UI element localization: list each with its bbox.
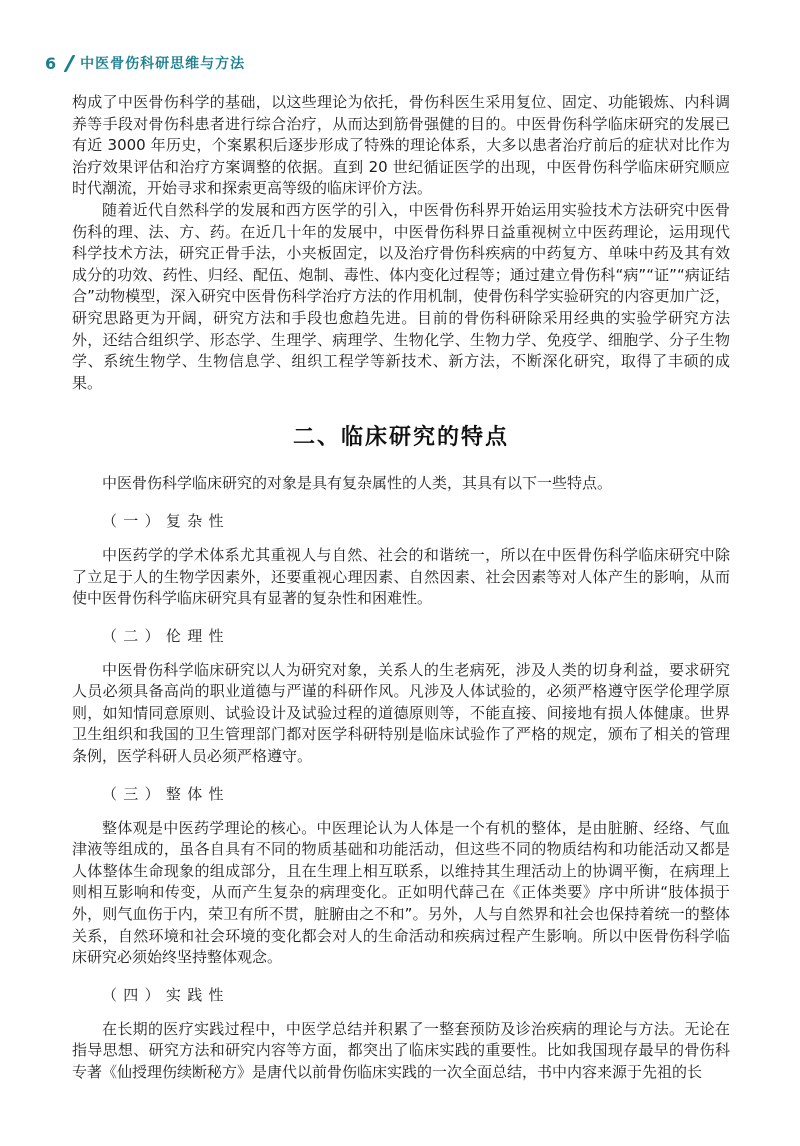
paragraph: 随着近代自然科学的发展和西方医学的引入，中医骨伤科界开始运用实验技术方法研究中医骨伤科的理、法、方、药。在近几十年的发展中，中医骨伤科界日益重视树立中医药理论，运用现代科学技术方法，研究正骨手法，小夹板固定，以及治疗骨伤科疾病的中药复方、单味中药及其有效成分的功效、药性、归经、配伍、炮制、毒性、体内变化过程等；通过建立骨伤科“病”“证”“病证结合”动物模型，深入研究中医骨伤科学治疗方法的作用机制，使骨伤科学实验研究的内容更加广泛，研究思路更为开阔，研究方法和手段也愈趋先进。目前的骨伤科研除采用经典的实验学研究方法外，还结合组织学、形态学、生理学、病理学、生物化学、生物力学、免疫学、细胞学、分子生物学、系统生物学、生物信息学、组织工程学等新技术、新方法，不断深化研究，取得了丰硕的成果。 <box>72 200 730 392</box>
paragraph: 中医骨伤科学临床研究以人为研究对象，关系人的生老病死，涉及人类的切身利益，要求研究人员必须具备高尚的职业道德与严谨的科研作风。凡涉及人体试验的，必须严格遵守医学伦理学原则，如知情同意原则、试验设计及试验过程的道德原则等，不能直接、间接地有损人体健康。世界卫生组织和我国的卫生管理部门都对医学科研特别是临床试验作了严格的规定，颁布了相关的管理条例，医学科研人员必须严格遵守。 <box>72 660 730 766</box>
page-header <box>45 52 730 74</box>
subsection-title-holism: （三）整体性 <box>102 784 230 803</box>
subsection-title-complexity: （一）复杂性 <box>102 511 230 530</box>
paragraph: 在长期的医疗实践过程中，中医学总结并积累了一整套预防及诊治疾病的理论与方法。无论在指导思想、研究方法和研究内容等方面，都突出了临床实践的重要性。比如我国现存最早的骨伤科专著《仙授理伤续断秘方》是唐代以前骨伤临床实践的一次全面总结，书中内容来源于先祖的长 <box>72 1019 730 1081</box>
subsection-title-practice: （四）实践性 <box>102 985 230 1004</box>
paragraph: 构成了中医骨伤科学的基础，以这些理论为依托，骨伤科医生采用复位、固定、功能锻炼、内科调养等手段对骨伤科患者进行综合治疗，从而达到筋骨强健的目的。中医骨伤科学临床研究的发展已有近 3000 年历史，个案累积后逐步形成了特殊的理论体系，大多以患者治疗前后的症状对比作为治疗效果评估和治疗方案调整的依据。直到 20 世纪循证医学的出现，中医骨伤科学临床研究顺应时代潮流，开始寻求和探索更高等级的临床评价方法。 <box>72 93 730 198</box>
paragraph: 整体观是中医药学理论的核心。中医理论认为人体是一个有机的整体，是由脏腑、经络、气血津液等组成的，虽各自具有不同的物质基础和功能活动，但这些不同的物质结构和功能活动又都是人体整体生命现象的组成部分，且在生理上相互联系，以维持其生理活动上的协调平衡，在病理上则相互影响和传变，从而产生复杂的病理变化。正如明代薛己在《正体类要》序中所讲“肢体损于外，则气血伤于内，荣卫有所不贯，脏腑由之不和”。另外，人与自然界和社会也保持着统一的整体关系，自然环境和社会环境的变化都会对人的生命活动和疾病过程产生影响。所以中医骨伤科学临床研究必须始终坚持整体观念。 <box>72 818 730 967</box>
paragraph: 中医药学的学术体系尤其重视人与自然、社会的和谐统一，所以在中医骨伤科学临床研究中除了立足于人的生物学因素外，还要重视心理因素、自然因素、社会因素等对人体产生的影响，从而使中医骨伤科学临床研究具有显著的复杂性和困难性。 <box>72 545 730 608</box>
slash-icon <box>64 55 76 72</box>
page-number: 6 <box>45 53 57 73</box>
section-lead-paragraph: 中医骨伤科学临床研究的对象是具有复杂属性的人类，其具有以下一些特点。 <box>102 474 613 493</box>
subsection-title-ethics: （二）伦理性 <box>102 626 230 645</box>
book-title: 中医骨伤科研思维与方法 <box>80 56 246 72</box>
page-body <box>72 92 730 1084</box>
section-heading: 二、临床研究的特点 <box>292 425 509 451</box>
